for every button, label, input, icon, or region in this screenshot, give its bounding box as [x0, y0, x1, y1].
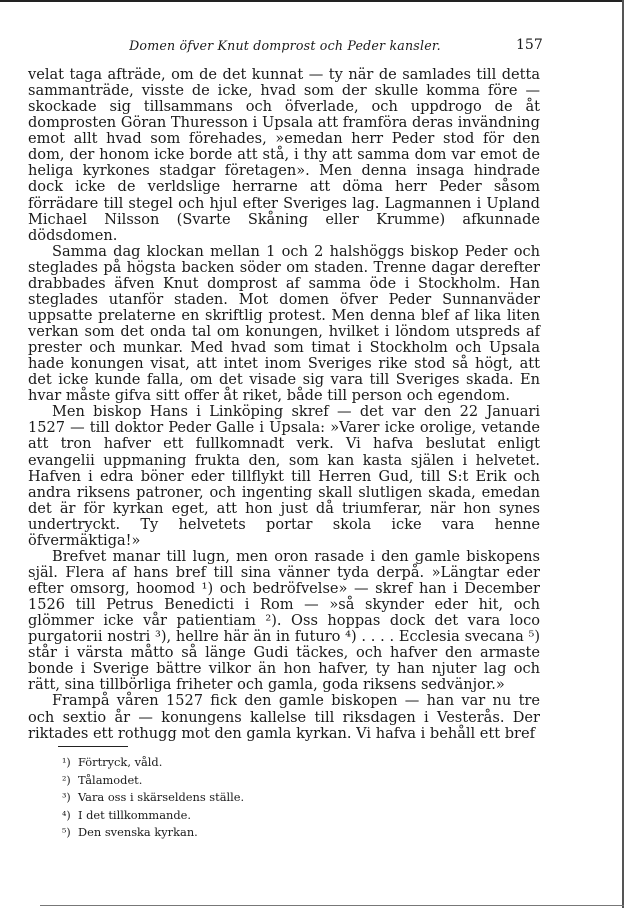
- paragraph: Brefvet manar till lugn, men oron rasade i den gamle biskopens själ. Flera af hans bref till sina vänner tyda derpå. »Längtar eder efter omsorg, hoomod ¹) och bedröfvelse» — skref han i December 1526 till Petrus Benedicti i Rom — »så skynder eder hit, och glömmer icke vår patientiam ²). Oss hoppas dock det vara loco purgatorii nostri ³), hellre här än in futuro ⁴) . . . . Ecclesia svecana ⁵) står i värsta måtto så länge Gudi täckes, och hafver den armaste bonde i Sverige bättre vilkor än hon hafver, ty han njuter lag och rätt, sina tillbörliga friheter och gamla, goda riksens sedvänjor.»: [28, 547, 540, 694]
- footnote-marker: ²): [62, 773, 71, 787]
- paragraph-continued: velat taga afträde, om de det kunnat — ty när de samlades till detta sammanträde, visste de icke, hvad som der skulle komma före — skockade sig tillsammans och öfverlade, och uppdrogo de åt domprosten Göran Thuresson i Upsala att framföra deras invändning emot allt hvad som förehades, »emedan herr Peder stod för den dom, der honom icke borde att stå, i thy att samma dom var emot de heliga kyrkones stadgar företagen». Men denna insaga hindrade dock icke de verldslige herrarne att döma herr Peder såsom förrädare till stegel och hjul efter Sveriges lag. Lagmannen i Upland Michael Nilsson (Svarte Skåning eller Krumme) afkunnade dödsdomen.: [28, 66, 540, 244]
- footnote-marker: ⁵): [62, 826, 71, 840]
- bottom-edge-rule: [40, 905, 624, 906]
- top-edge-rule: [0, 0, 624, 2]
- footnote-text: Tålamodet.: [78, 772, 143, 787]
- footnote-separator: [58, 746, 128, 747]
- footnotes: [62, 754, 522, 842]
- footnote: [62, 824, 522, 842]
- footnote-marker: ³): [62, 791, 71, 805]
- page-number: 157: [516, 37, 543, 53]
- body-text: [28, 67, 540, 742]
- footnote-marker: ¹): [62, 756, 71, 769]
- footnote: [62, 772, 522, 790]
- footnote-text: Förtryck, våld.: [78, 755, 163, 769]
- footnote: [62, 807, 522, 825]
- footnote-text: Vara oss i skärseldens ställe.: [78, 790, 245, 805]
- paragraph: Men biskop Hans i Linköping skref — det var den 22 Januari 1527 — till doktor Peder Galle i Upsala: »Varer icke orolige, vetande att tron hafver ett fullkomnadt verk. Vi hafva beslutat enligt evangelii uppmaning frukta den, som kan kasta själen i helvetet. Hafven i edra böner eder tillflykt till Herren Gud, till S:t Erik och andra riksens patroner, och ingenting skall slutligen skada, emedan det är för kyrkan eget, att hon just då triumferar, när hon synes undertryckt. Ty helvetets portar skola icke vara henne öfvermäktiga!»: [28, 403, 540, 549]
- footnote-text: I det tillkommande.: [78, 807, 191, 822]
- footnote-marker: ⁴): [62, 808, 71, 822]
- paragraph: Samma dag klockan mellan 1 och 2 halshöggs biskop Peder och steglades på högsta backen söder om staden. Trenne dagar derefter drabbades äfven Knut domprost af samma öde i Stockholm. Han steglades utanför staden. Mot domen öfver Peder Sunnanväder uppsatte prelaterne en skriftlig protest. Men denna blef af lika liten verkan som det onda tal om konungen, hvilket i löndom utspreds af prester och munkar. Med hvad som timat i Stockholm och Upsala hade konungen visat, att intet inom Sveriges rike stod så högt, att det icke kunde falla, om det visade sig vara till Sveriges skada. En hvar måste gifva sitt offer åt riket, både till person och egendom.: [28, 242, 540, 405]
- running-head: Domen öfver Knut domprost och Peder kansler.: [129, 38, 441, 53]
- footnote: [62, 754, 522, 772]
- paragraph: Frampå våren 1527 fick den gamle biskopen — han var nu tre och sextio år — konungens kallelse till riksdagen i Vesterås. Der riktades ett rothugg mot den gamla kyrkan. Vi hafva i behåll ett bref: [28, 692, 540, 742]
- footnote: [62, 789, 522, 807]
- footnote-text: Den svenska kyrkan.: [78, 825, 198, 840]
